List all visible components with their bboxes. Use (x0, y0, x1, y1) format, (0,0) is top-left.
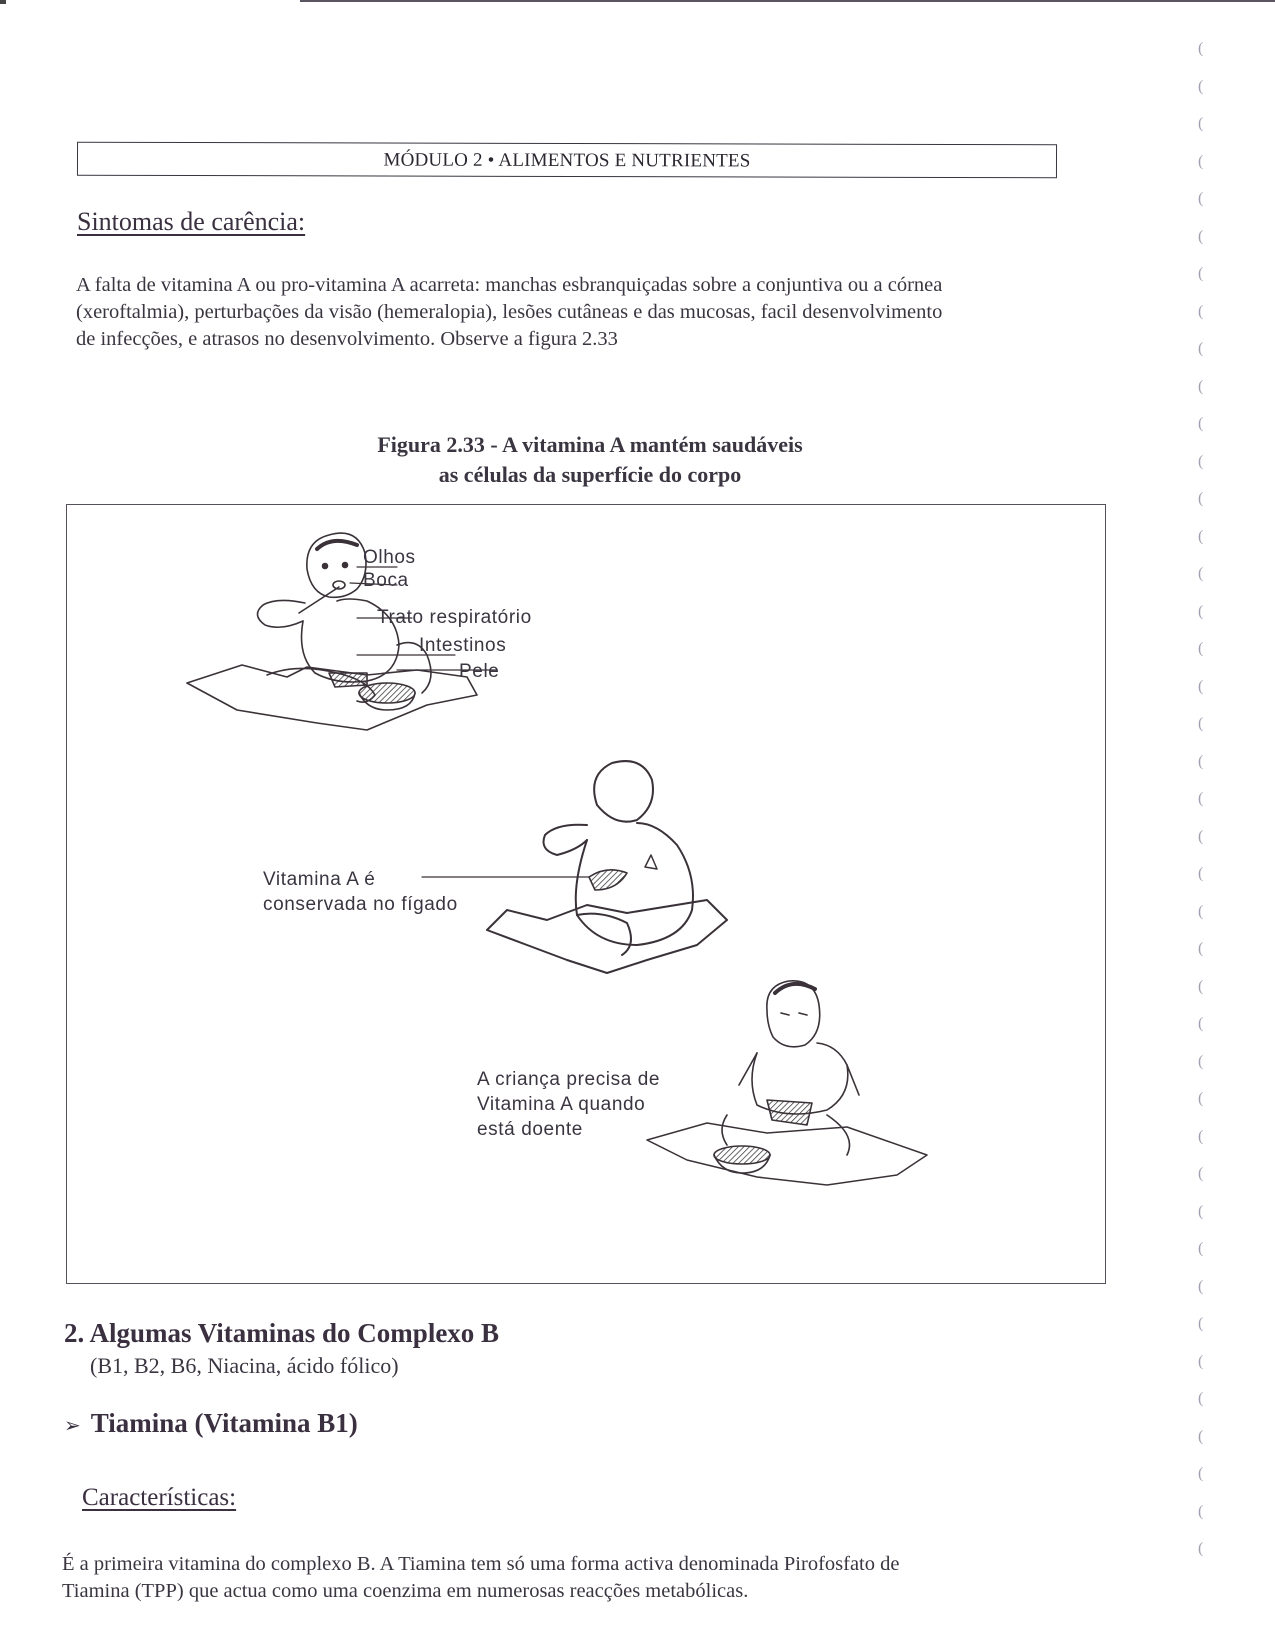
tiamina-item (64, 1408, 358, 1439)
binding-mark: ( (1198, 790, 1204, 807)
tiamina-title: Tiamina (Vitamina B1) (90, 1408, 358, 1438)
paragraph-line: de infecções, e atrasos no desenvolvimento. Observe a figura 2.33 (76, 328, 618, 350)
child-eating-illustration (187, 533, 477, 730)
label-line: Vitamina A quando (477, 1094, 646, 1115)
binding-mark: ( (1198, 1352, 1204, 1370)
arrow-bullet-icon: ➢ (64, 1413, 81, 1437)
figure-caption-line: as células da superfície do corpo (438, 462, 742, 487)
binding-mark: ( (1198, 190, 1204, 207)
label-liver-storage (263, 867, 458, 917)
binding-marks (1198, 40, 1218, 1578)
binding-mark: ( (1198, 715, 1204, 732)
binding-mark: ( (1198, 115, 1204, 132)
binding-mark: ( (1198, 827, 1204, 845)
child-sick-illustration (647, 981, 927, 1185)
label-olhos: Olhos (363, 547, 416, 568)
binding-mark: ( (1198, 1390, 1204, 1407)
binding-mark: ( (1198, 640, 1204, 657)
binding-mark: ( (1198, 1502, 1204, 1520)
binding-mark: ( (1198, 527, 1204, 545)
binding-mark: ( (1198, 1090, 1204, 1107)
binding-mark: ( (1198, 1315, 1204, 1332)
binding-mark: ( (1198, 1277, 1204, 1295)
binding-mark: ( (1198, 377, 1204, 395)
label-line: Vitamina A é (263, 869, 376, 890)
paragraph-line: A falta de vitamina A ou pro-vitamina A acarreta: manchas esbranquiçadas sobre a conjuntiva ou a córnea (76, 274, 943, 296)
child-liver-illustration (487, 761, 727, 973)
binding-mark: ( (1198, 1465, 1204, 1482)
binding-mark: ( (1198, 490, 1204, 507)
paragraph-line: (xeroftalmia), perturbações da visão (hemeralopia), lesões cutâneas e das mucosas, facil desenvolvimento (76, 301, 943, 323)
binding-mark: ( (1198, 677, 1204, 695)
binding-mark: ( (1198, 265, 1204, 282)
section-heading-characteristics: Características: (82, 1484, 237, 1511)
paragraph-line: É a primeira vitamina do complexo B. A Tiamina tem só uma forma activa denominada Pirofosfato de (62, 1553, 900, 1575)
label-line: conservada no fígado (263, 894, 458, 915)
binding-mark: ( (1198, 302, 1204, 320)
module-header-text: MÓDULO 2 • ALIMENTOS E NUTRIENTES (383, 149, 751, 172)
binding-mark: ( (1198, 227, 1204, 245)
figure-illustration (66, 504, 1106, 1284)
figure-caption-line: Figura 2.33 - A vitamina A mantém saudáveis (377, 432, 803, 457)
complex-b-list: (B1, B2, B6, Niacina, ácido fólico) (90, 1353, 399, 1378)
label-pele: Pele (459, 661, 500, 682)
binding-mark: ( (1198, 565, 1204, 582)
binding-mark: ( (1198, 1015, 1204, 1032)
binding-mark: ( (1198, 902, 1204, 920)
paragraph-line: Tiamina (TPP) que actua como uma coenzima em numerosas reacções metabólicas. (62, 1580, 749, 1602)
binding-mark: ( (1198, 1052, 1204, 1070)
binding-mark: ( (1198, 1240, 1204, 1257)
label-trato-respiratorio: Trato respiratório (377, 607, 532, 628)
tiamina-paragraph (62, 1551, 1142, 1605)
label-sick-child (477, 1067, 660, 1142)
binding-mark: ( (1198, 602, 1204, 620)
binding-mark: ( (1198, 415, 1204, 432)
label-line: A criança precisa de (477, 1069, 661, 1090)
binding-mark: ( (1198, 1427, 1204, 1445)
binding-mark: ( (1198, 1540, 1204, 1557)
binding-mark: ( (1198, 152, 1204, 170)
binding-mark: ( (1198, 752, 1204, 770)
binding-mark: ( (1198, 1165, 1204, 1182)
binding-mark: ( (1198, 77, 1204, 95)
figure-drawings (1, 1, 1041, 781)
section-heading-complex-b: 2. Algumas Vitaminas do Complexo B (64, 1318, 500, 1348)
label-boca: Boca (363, 570, 409, 591)
label-intestinos: Intestinos (419, 635, 507, 656)
binding-mark: ( (1198, 940, 1204, 957)
label-line: está doente (477, 1119, 583, 1140)
binding-mark: ( (1198, 1127, 1204, 1145)
binding-mark: ( (1198, 1202, 1204, 1220)
binding-mark: ( (1198, 977, 1204, 995)
section-heading-deficiency-symptoms: Sintomas de carência: (77, 207, 306, 236)
binding-mark: ( (1198, 40, 1204, 57)
binding-mark: ( (1198, 340, 1204, 357)
binding-mark: ( (1198, 452, 1204, 470)
binding-mark: ( (1198, 865, 1204, 882)
